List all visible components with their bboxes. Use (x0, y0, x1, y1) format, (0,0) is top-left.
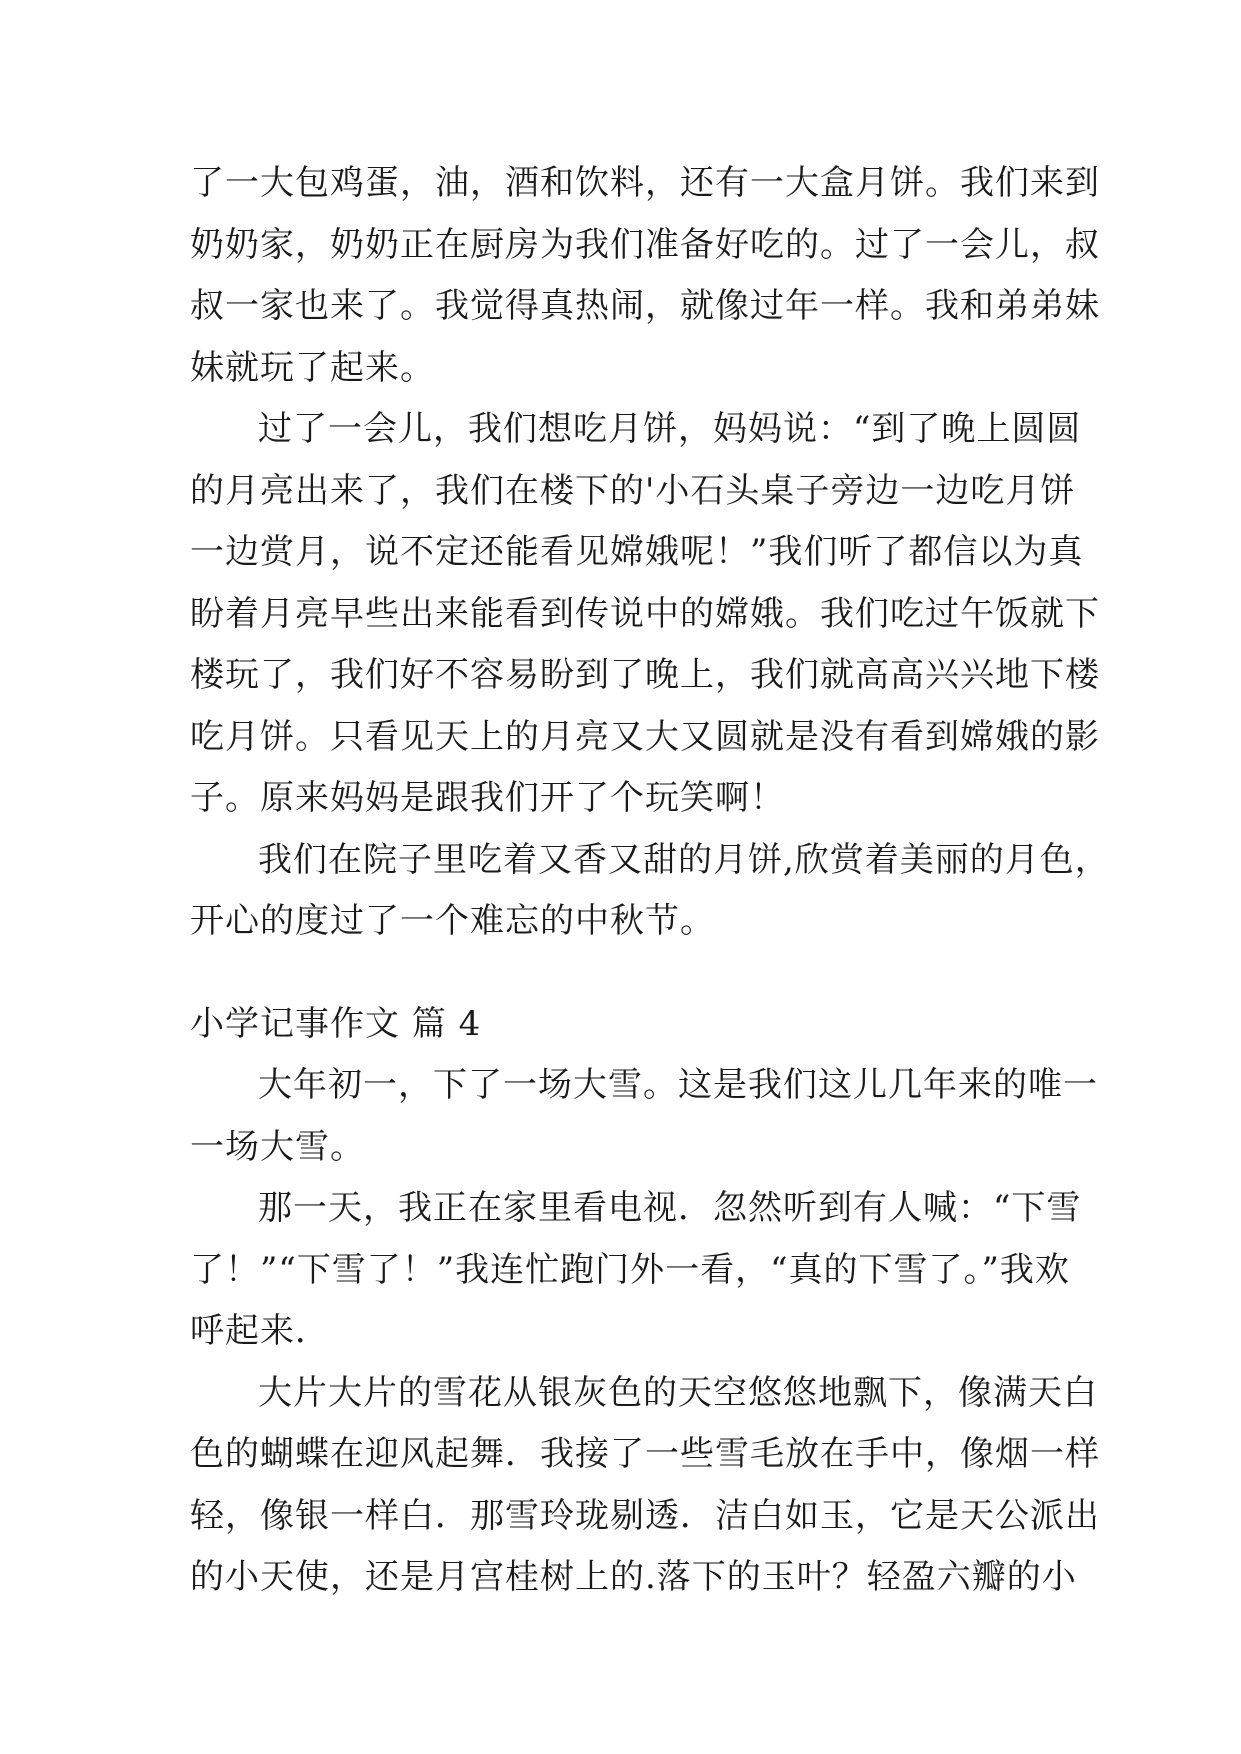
section-heading: 小学记事作文 篇 4 (190, 1003, 482, 1044)
paragraph-line: 的小天使，还是月宫桂树上的.落下的玉叶？轻盈六瓣的小 (190, 1557, 1077, 1597)
paragraph-line: 一场大雪。 (190, 1126, 365, 1167)
paragraph-line: 呼起来． (190, 1311, 330, 1351)
paragraph-line: 色的蝴蝶在迎风起舞．我接了一些雪毛放在手中，像烟一样 (190, 1434, 1100, 1474)
paragraph-line: 开心的度过了一个难忘的中秋节。 (190, 901, 715, 941)
paragraph-line: 轻，像银一样白．那雪玲珑剔透．洁白如玉，它是天公派出 (190, 1495, 1100, 1536)
paragraph-line: 我们在院子里吃着又香又甜的月饼,欣赏着美丽的月色， (258, 839, 1110, 880)
paragraph-line: 一边赏月，说不定还能看见嫦娥呢！”我们听了都信以为真 (190, 532, 1084, 572)
paragraph-line: 楼玩了，我们好不容易盼到了晚上，我们就高高兴兴地下楼 (190, 655, 1100, 695)
paragraph-line: 奶奶家，奶奶正在厨房为我们准备好吃的。过了一会儿，叔 (190, 224, 1100, 265)
paragraph-line: 的月亮出来了，我们在楼下的'小石头桌子旁边一边吃月饼 (190, 470, 1076, 511)
paragraph-line: 了一大包鸡蛋，油，酒和饮料，还有一大盒月饼。我们来到 (190, 163, 1100, 203)
paragraph-line: 妹就玩了起来。 (190, 347, 435, 388)
paragraph-line: 过了一会儿，我们想吃月饼，妈妈说：“到了晚上圆圆 (258, 409, 1082, 449)
paragraph-line: 了！”“下雪了！”我连忙跑门外一看，“真的下雪了。”我欢 (190, 1249, 1070, 1290)
paragraph-line: 那一天，我正在家里看电视．忽然听到有人喊：“下雪 (258, 1188, 1082, 1228)
paragraph-line: 吃月饼。只看见天上的月亮又大又圆就是没有看到嫦娥的影 (190, 716, 1100, 757)
paragraph-line: 大年初一，下了一场大雪。这是我们这儿几年来的唯一 (258, 1065, 1098, 1105)
paragraph-line: 大片大片的雪花从银灰色的天空悠悠地飘下，像满天白 (258, 1372, 1098, 1413)
paragraph-line: 子。原来妈妈是跟我们开了个玩笑啊！ (190, 778, 785, 818)
paragraph-line: 盼着月亮早些出来能看到传说中的嫦娥。我们吃过午饭就下 (190, 593, 1100, 634)
section-gap (190, 953, 1052, 994)
document-body (190, 153, 1110, 1609)
paragraph-line: 叔一家也来了。我觉得真热闹，就像过年一样。我和弟弟妹 (190, 286, 1100, 326)
